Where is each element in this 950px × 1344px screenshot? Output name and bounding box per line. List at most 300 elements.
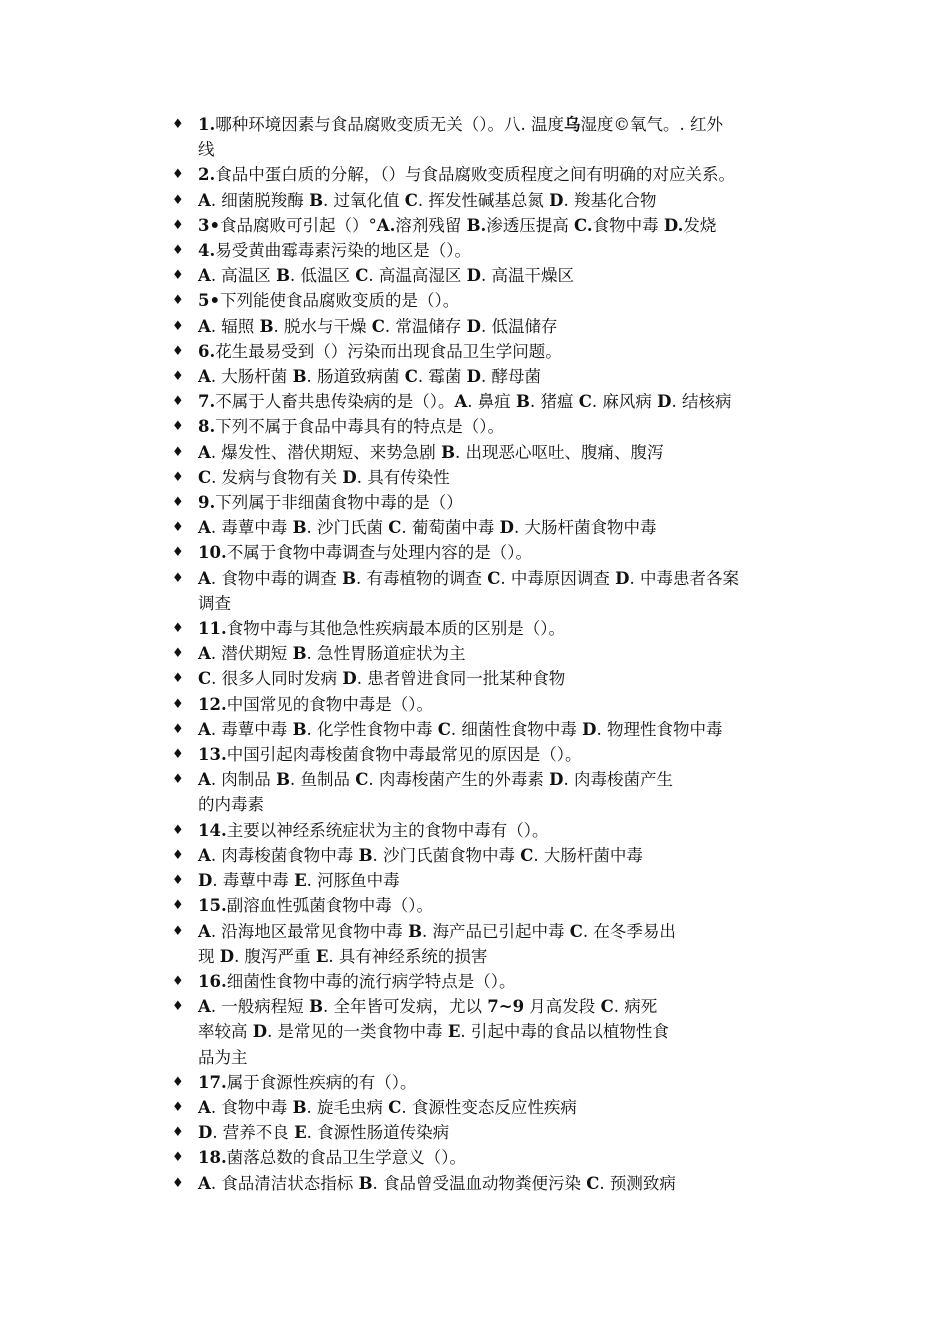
diamond-bullet-icon: ♦ bbox=[172, 495, 184, 511]
list-item bbox=[0, 440, 950, 465]
diamond-bullet-icon: ♦ bbox=[172, 268, 184, 284]
text-run: . 食物中毒 bbox=[210, 1097, 293, 1117]
text-line bbox=[198, 465, 830, 490]
bold-run: B bbox=[516, 392, 530, 412]
text-line bbox=[198, 1145, 830, 1170]
text-run: . 肉毒梭菌产生的外毒素 bbox=[368, 770, 550, 790]
bold-run: 4. bbox=[198, 241, 216, 261]
bold-run: E bbox=[447, 1022, 461, 1042]
bold-run: 8. bbox=[198, 417, 216, 437]
bold-run: C bbox=[437, 719, 451, 739]
text-run: . 猪瘟 bbox=[530, 392, 579, 412]
bold-run: B bbox=[408, 921, 423, 941]
text-run: . 常温储存 bbox=[384, 316, 467, 336]
bold-run: D bbox=[615, 568, 630, 588]
bold-run: D bbox=[252, 1022, 268, 1042]
bold-run: C bbox=[569, 921, 583, 941]
diamond-bullet-icon: ♦ bbox=[172, 444, 184, 460]
list-item bbox=[0, 188, 950, 213]
text-run: 不属于食物中毒调查与处理内容的是（）。 bbox=[226, 543, 532, 563]
bold-run: A bbox=[198, 442, 211, 462]
bold-run: C bbox=[355, 770, 369, 790]
text-run: . 患者曾进食同一批某种食物 bbox=[356, 669, 566, 689]
bold-run: A bbox=[198, 644, 211, 664]
text-run: . 一般病程短 bbox=[210, 997, 310, 1017]
text-line bbox=[198, 792, 830, 817]
bold-run: C bbox=[600, 997, 614, 1017]
diamond-bullet-icon: ♦ bbox=[172, 545, 184, 561]
text-line bbox=[198, 1095, 830, 1120]
text-line bbox=[198, 540, 830, 565]
text-run: 不属于人畜共患传染病的是（）。 bbox=[215, 392, 455, 412]
bold-run: A bbox=[198, 266, 211, 286]
diamond-bullet-icon: ♦ bbox=[172, 999, 184, 1015]
text-line bbox=[198, 742, 830, 767]
text-run: . 大肠杆菌中毒 bbox=[533, 845, 643, 865]
diamond-bullet-icon: ♦ bbox=[172, 847, 184, 863]
diamond-bullet-icon: ♦ bbox=[172, 570, 184, 586]
bold-run: C bbox=[388, 518, 402, 538]
diamond-bullet-icon: ♦ bbox=[172, 973, 184, 989]
bold-run: D bbox=[466, 266, 481, 286]
bold-run: E bbox=[294, 871, 307, 891]
text-run: 菌落总数的食品卫生学意义（）。 bbox=[226, 1148, 466, 1168]
bold-run: 乌 bbox=[563, 115, 581, 134]
diamond-bullet-icon: ♦ bbox=[172, 419, 184, 435]
bold-run: 1. bbox=[198, 115, 216, 134]
text-run: . 肉制品 bbox=[210, 770, 277, 790]
text-run: . 结核病 bbox=[671, 392, 732, 412]
bold-run: B bbox=[309, 190, 324, 210]
bold-run: 16. bbox=[198, 971, 227, 991]
bold-run: D bbox=[466, 316, 481, 336]
text-run: . 沙门氏菌食物中毒 bbox=[372, 845, 521, 865]
text-run: 渗透压提高 bbox=[486, 215, 575, 235]
bold-run: C bbox=[355, 266, 369, 286]
text-line bbox=[198, 288, 830, 313]
text-run: . 中毒原因调查 bbox=[500, 568, 616, 588]
bold-run: 9. bbox=[198, 493, 216, 513]
text-run: . 爆发性、潜伏期短、来势急剧 bbox=[210, 442, 442, 462]
bold-run: A bbox=[198, 845, 211, 865]
diamond-bullet-icon: ♦ bbox=[172, 369, 184, 385]
diamond-bullet-icon: ♦ bbox=[172, 1099, 184, 1115]
list-item bbox=[0, 515, 950, 540]
text-line bbox=[198, 188, 830, 213]
text-run: . 引起中毒的食品以植物性食 bbox=[460, 1022, 669, 1042]
text-run: . 旋毛虫病 bbox=[306, 1097, 389, 1117]
diamond-bullet-icon: ♦ bbox=[172, 394, 184, 410]
text-run: 食品中蛋白质的分解，（）与食品腐败变质程度之间有明确的对应关系。 bbox=[215, 165, 735, 185]
text-line bbox=[198, 1120, 830, 1145]
text-line bbox=[198, 566, 830, 591]
bold-run: 12. bbox=[198, 694, 227, 714]
bold-run: C bbox=[404, 190, 418, 210]
text-run: . 低温储存 bbox=[480, 316, 558, 336]
text-line bbox=[198, 641, 830, 666]
diamond-bullet-icon: ♦ bbox=[172, 696, 184, 712]
bold-run: A bbox=[198, 190, 211, 210]
bold-run: 7~9 bbox=[487, 997, 525, 1017]
bold-run: B bbox=[292, 518, 307, 538]
text-run: 调查 bbox=[198, 593, 231, 613]
document-page bbox=[0, 112, 950, 1196]
bold-run: B bbox=[292, 644, 307, 664]
bold-run: A bbox=[198, 719, 211, 739]
text-run: . 肉毒梭菌产生 bbox=[563, 770, 673, 790]
bold-run: C bbox=[586, 1173, 600, 1193]
bold-run: 18. bbox=[198, 1148, 227, 1168]
text-run: . 腹泻严重 bbox=[234, 946, 316, 966]
bold-run: D bbox=[219, 946, 235, 966]
bold-run: C bbox=[404, 367, 418, 387]
bold-run: B bbox=[259, 316, 274, 336]
text-run: . 大肠杆菌 bbox=[210, 367, 293, 387]
diamond-bullet-icon: ♦ bbox=[172, 923, 184, 939]
text-line bbox=[198, 314, 830, 339]
diamond-bullet-icon: ♦ bbox=[172, 192, 184, 208]
bold-run: A bbox=[198, 518, 211, 538]
list-item bbox=[0, 868, 950, 893]
text-run: 线 bbox=[198, 140, 215, 160]
text-line bbox=[198, 112, 830, 137]
text-run: 湿度©氧气。. 红外 bbox=[580, 115, 723, 134]
bold-run: A bbox=[198, 1173, 211, 1193]
bold-run: B. bbox=[466, 215, 487, 235]
list-item bbox=[0, 263, 950, 288]
text-run: . 毒蕈中毒 bbox=[210, 719, 293, 739]
bold-run: A bbox=[198, 316, 211, 336]
bold-run: 2. bbox=[198, 165, 216, 185]
bold-run: D bbox=[657, 392, 672, 412]
diamond-bullet-icon: ♦ bbox=[172, 822, 184, 838]
text-run: 食物中毒与其他急性疾病最本质的区别是（）。 bbox=[226, 619, 565, 639]
bold-run: C. bbox=[574, 215, 593, 235]
bold-run: D bbox=[582, 719, 597, 739]
text-line bbox=[198, 1019, 830, 1044]
text-line bbox=[198, 213, 830, 238]
bold-run: A bbox=[198, 921, 211, 941]
text-run: . 食物中毒的调查 bbox=[210, 568, 343, 588]
text-line bbox=[198, 1171, 830, 1196]
bold-run: A bbox=[198, 367, 211, 387]
text-run: . 食源性肠道传染病 bbox=[306, 1123, 450, 1143]
bold-run: D bbox=[342, 467, 357, 487]
text-run: 下列属于非细菌食物中毒的是（） bbox=[215, 493, 463, 513]
diamond-bullet-icon: ♦ bbox=[172, 343, 184, 359]
bold-run: D bbox=[466, 367, 481, 387]
list-item bbox=[0, 465, 950, 490]
bold-run: D bbox=[549, 770, 564, 790]
text-run: . 很多人同时发病 bbox=[211, 669, 343, 689]
text-run: 属于食源性疾病的有（）。 bbox=[226, 1072, 417, 1092]
list-item bbox=[0, 1120, 950, 1145]
text-run: . 是常见的一类食物中毒 bbox=[267, 1022, 448, 1042]
bold-run: B bbox=[309, 997, 324, 1017]
text-run: . 毒蕈中毒 bbox=[212, 871, 295, 891]
text-run: 的内毒素 bbox=[198, 795, 264, 815]
list-item bbox=[0, 616, 950, 641]
bold-run: A. bbox=[376, 215, 396, 235]
list-item bbox=[0, 1070, 950, 1095]
bold-run: D bbox=[549, 190, 564, 210]
text-run: 月高发段 bbox=[524, 997, 601, 1017]
diamond-bullet-icon: ♦ bbox=[172, 1150, 184, 1166]
text-line bbox=[198, 969, 830, 994]
text-run: . 高温高湿区 bbox=[368, 266, 467, 286]
text-line bbox=[198, 944, 830, 969]
text-run: . 病死 bbox=[613, 997, 658, 1017]
bold-run: D bbox=[499, 518, 514, 538]
diamond-bullet-icon: ♦ bbox=[172, 721, 184, 737]
bold-run: 13. bbox=[198, 745, 227, 765]
list-item bbox=[0, 1145, 950, 1170]
text-run: . 发病与食物有关 bbox=[211, 467, 343, 487]
text-run: . 急性胃肠道症状为主 bbox=[306, 644, 466, 664]
text-line bbox=[198, 162, 830, 187]
text-line bbox=[198, 263, 830, 288]
text-line bbox=[198, 364, 830, 389]
text-line bbox=[198, 717, 830, 742]
text-run: 中国常见的食物中毒是（）。 bbox=[226, 694, 433, 714]
text-run: . 过氧化值 bbox=[323, 190, 405, 210]
list-item bbox=[0, 112, 950, 162]
text-run: . 具有传染性 bbox=[356, 467, 450, 487]
text-run: . 具有神经系统的损害 bbox=[328, 946, 488, 966]
bold-run: A bbox=[198, 997, 211, 1017]
list-item bbox=[0, 1095, 950, 1120]
text-run: 下列能使食品腐败变质的是（）。 bbox=[220, 291, 460, 311]
text-line bbox=[198, 591, 830, 616]
text-run: 细菌性食物中毒的流行病学特点是（）。 bbox=[226, 971, 516, 991]
text-run: . 河豚鱼中毒 bbox=[306, 871, 400, 891]
text-run: . 挥发性碱基总氮 bbox=[417, 190, 550, 210]
list-item bbox=[0, 742, 950, 767]
bold-run: 7. bbox=[198, 392, 216, 412]
list-item bbox=[0, 389, 950, 414]
text-line bbox=[198, 339, 830, 364]
text-run: . 霉菌 bbox=[417, 367, 467, 387]
text-run: . 全年皆可发病，尤以 bbox=[323, 997, 488, 1017]
list-item bbox=[0, 213, 950, 238]
diamond-bullet-icon: ♦ bbox=[172, 1175, 184, 1191]
bold-run: B bbox=[276, 266, 291, 286]
bold-run: B bbox=[358, 845, 373, 865]
text-run: . 酵母菌 bbox=[480, 367, 541, 387]
list-item bbox=[0, 767, 950, 817]
list-item bbox=[0, 566, 950, 616]
bold-run: C bbox=[388, 1097, 402, 1117]
text-run: . 低温区 bbox=[290, 266, 356, 286]
list-item bbox=[0, 666, 950, 691]
text-line bbox=[198, 1045, 830, 1070]
text-line bbox=[198, 490, 830, 515]
text-line bbox=[198, 440, 830, 465]
bold-run: B bbox=[292, 719, 307, 739]
bold-run: A bbox=[198, 1097, 211, 1117]
diamond-bullet-icon: ♦ bbox=[172, 293, 184, 309]
bold-run: B bbox=[358, 1173, 373, 1193]
bold-run: A bbox=[454, 392, 468, 412]
text-run: . 食源性变态反应性疾病 bbox=[401, 1097, 577, 1117]
text-run: . 细菌性食物中毒 bbox=[450, 719, 583, 739]
text-run: . 细菌脱羧酶 bbox=[210, 190, 310, 210]
text-line bbox=[198, 893, 830, 918]
text-run: . 出现恶心呕吐、腹痛、腹泻 bbox=[455, 442, 664, 462]
diamond-bullet-icon: ♦ bbox=[172, 243, 184, 259]
text-run: . 化学性食物中毒 bbox=[306, 719, 438, 739]
bold-run: C bbox=[520, 845, 534, 865]
diamond-bullet-icon: ♦ bbox=[172, 621, 184, 637]
text-run: . 海产品已引起中毒 bbox=[422, 921, 570, 941]
text-line bbox=[198, 692, 830, 717]
text-line bbox=[198, 414, 830, 439]
diamond-bullet-icon: ♦ bbox=[172, 217, 184, 233]
text-run: . 高温干燥区 bbox=[480, 266, 574, 286]
bold-run: D. bbox=[663, 215, 684, 235]
bold-run: B bbox=[276, 770, 291, 790]
bold-run: B bbox=[292, 1097, 307, 1117]
list-item bbox=[0, 641, 950, 666]
text-run: . 葡萄菌中毒 bbox=[401, 518, 500, 538]
text-run: . 鱼制品 bbox=[290, 770, 356, 790]
text-line bbox=[198, 389, 830, 414]
text-run: 食物中毒 bbox=[592, 215, 664, 235]
text-line bbox=[198, 868, 830, 893]
diamond-bullet-icon: ♦ bbox=[172, 520, 184, 536]
list-item bbox=[0, 1171, 950, 1196]
text-run: . 营养不良 bbox=[212, 1123, 295, 1143]
list-item bbox=[0, 288, 950, 313]
text-run: 副溶血性弧菌食物中毒（）。 bbox=[226, 896, 433, 916]
bold-run: C bbox=[198, 467, 212, 487]
bold-run: D bbox=[198, 871, 213, 891]
text-line bbox=[198, 1070, 830, 1095]
text-run: . 高温区 bbox=[210, 266, 277, 286]
list-item bbox=[0, 238, 950, 263]
list-item bbox=[0, 339, 950, 364]
bold-run: E bbox=[315, 946, 329, 966]
diamond-bullet-icon: ♦ bbox=[172, 873, 184, 889]
text-run: . 在冬季易出 bbox=[582, 921, 676, 941]
bold-run: 11. bbox=[198, 619, 227, 639]
list-item bbox=[0, 994, 950, 1070]
text-run: 下列不属于食品中毒具有的特点是（）。 bbox=[215, 417, 504, 437]
diamond-bullet-icon: ♦ bbox=[172, 469, 184, 485]
bold-run: C bbox=[578, 392, 592, 412]
diamond-bullet-icon: ♦ bbox=[172, 772, 184, 788]
text-line bbox=[198, 515, 830, 540]
text-run: 溶剂残留 bbox=[395, 215, 467, 235]
text-line bbox=[198, 919, 830, 944]
list-item bbox=[0, 314, 950, 339]
text-run: 现 bbox=[198, 946, 220, 966]
bold-run: 14. bbox=[198, 820, 227, 840]
list-item bbox=[0, 162, 950, 187]
diamond-bullet-icon: ♦ bbox=[172, 747, 184, 763]
text-run: 发烧 bbox=[683, 215, 717, 235]
bold-run: B bbox=[292, 367, 307, 387]
list-item bbox=[0, 818, 950, 843]
text-run: 哪种环境因素与食品腐败变质无关（）。八. 温度 bbox=[215, 115, 564, 134]
text-line bbox=[198, 843, 830, 868]
list-item bbox=[0, 490, 950, 515]
bold-run: B bbox=[342, 568, 357, 588]
bold-run: 17. bbox=[198, 1072, 227, 1092]
list-item bbox=[0, 364, 950, 389]
list-item bbox=[0, 717, 950, 742]
text-line bbox=[198, 238, 830, 263]
text-run: 率较高 bbox=[198, 1022, 253, 1042]
text-run: . 脱水与干燥 bbox=[273, 316, 372, 336]
diamond-bullet-icon: ♦ bbox=[172, 117, 184, 132]
diamond-bullet-icon: ♦ bbox=[172, 318, 184, 334]
bold-run: A bbox=[198, 770, 211, 790]
text-run: . 毒蕈中毒 bbox=[210, 518, 293, 538]
list-item bbox=[0, 414, 950, 439]
text-line bbox=[198, 994, 830, 1019]
bold-run: C bbox=[487, 568, 501, 588]
diamond-bullet-icon: ♦ bbox=[172, 1125, 184, 1141]
bold-run: E bbox=[294, 1123, 307, 1143]
text-run: . 肉毒梭菌食物中毒 bbox=[210, 845, 359, 865]
text-run: . 大肠杆菌食物中毒 bbox=[513, 518, 657, 538]
text-run: . 食品清洁状态指标 bbox=[210, 1173, 359, 1193]
question-list bbox=[0, 112, 950, 1196]
bold-run: A bbox=[198, 568, 211, 588]
text-run: . 预测致病 bbox=[599, 1173, 676, 1193]
text-run: . 食品曾受温血动物粪便污染 bbox=[372, 1173, 587, 1193]
bold-run: B bbox=[441, 442, 456, 462]
list-item bbox=[0, 893, 950, 918]
list-item bbox=[0, 969, 950, 994]
text-run: 食品腐败可引起（）° bbox=[220, 215, 377, 235]
text-run: . 沿海地区最常见食物中毒 bbox=[210, 921, 409, 941]
text-run: 主要以神经系统症状为主的食物中毒有（）。 bbox=[226, 820, 549, 840]
list-item bbox=[0, 692, 950, 717]
bold-run: D bbox=[342, 669, 357, 689]
list-item bbox=[0, 540, 950, 565]
text-run: 易受黄曲霉毒素污染的地区是（）。 bbox=[215, 241, 471, 261]
text-run: 中国引起肉毒梭菌食物中毒最常见的原因是（）。 bbox=[226, 745, 582, 765]
text-run: . 肠道致病菌 bbox=[306, 367, 405, 387]
bold-run: 15. bbox=[198, 896, 227, 916]
text-run: . 中毒患者各案 bbox=[629, 568, 739, 588]
list-item bbox=[0, 843, 950, 868]
text-line bbox=[198, 818, 830, 843]
text-run: . 羧基化合物 bbox=[563, 190, 657, 210]
bold-run: D bbox=[198, 1123, 213, 1143]
bold-run: 6. bbox=[198, 341, 216, 361]
text-run: . 潜伏期短 bbox=[210, 644, 293, 664]
text-run: . 沙门氏菌 bbox=[306, 518, 389, 538]
text-line bbox=[198, 767, 830, 792]
text-run: 品为主 bbox=[198, 1047, 248, 1067]
diamond-bullet-icon: ♦ bbox=[172, 671, 184, 687]
text-run: . 鼻疽 bbox=[467, 392, 517, 412]
text-line bbox=[198, 616, 830, 641]
bold-run: 3• bbox=[198, 215, 221, 235]
diamond-bullet-icon: ♦ bbox=[172, 167, 184, 183]
diamond-bullet-icon: ♦ bbox=[172, 898, 184, 914]
list-item bbox=[0, 919, 950, 969]
diamond-bullet-icon: ♦ bbox=[172, 1074, 184, 1090]
bold-run: 5• bbox=[198, 291, 221, 311]
bold-run: C bbox=[198, 669, 212, 689]
diamond-bullet-icon: ♦ bbox=[172, 646, 184, 662]
bold-run: C bbox=[371, 316, 385, 336]
text-line bbox=[198, 666, 830, 691]
